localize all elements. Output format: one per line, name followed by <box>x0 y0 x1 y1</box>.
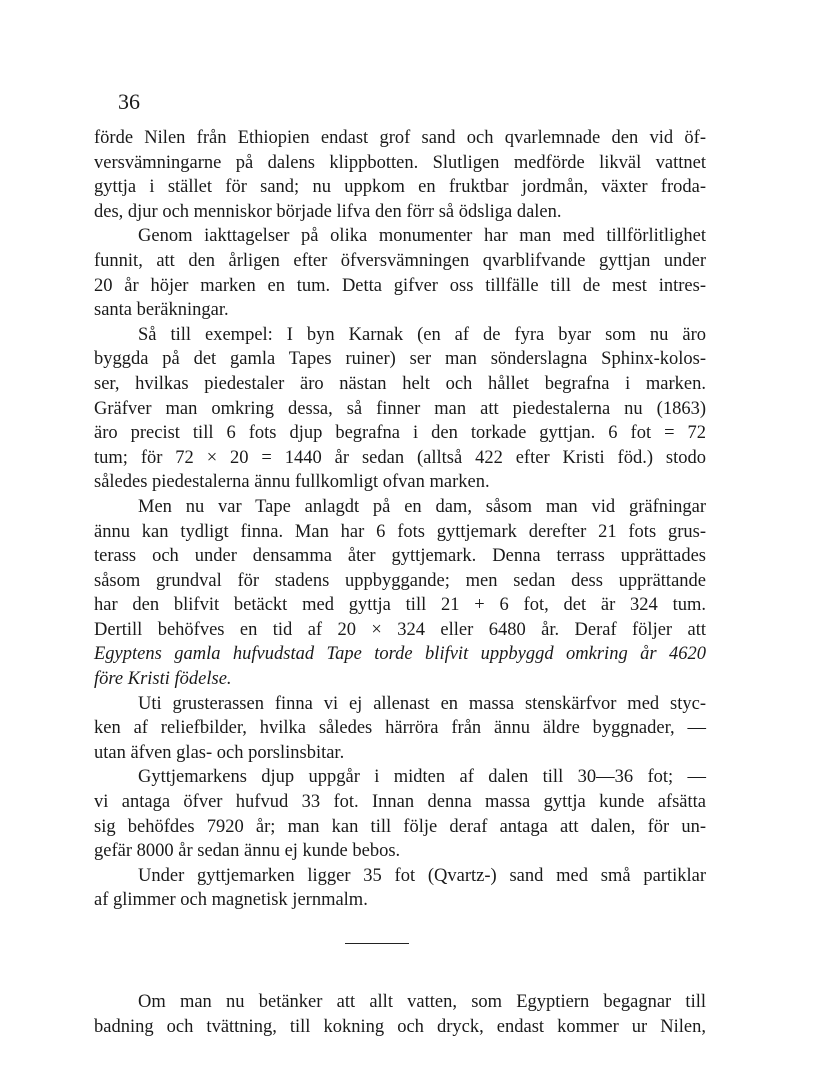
paragraph-3 <box>94 323 706 495</box>
paragraph-5 <box>94 692 706 766</box>
paragraph-4 <box>94 495 706 692</box>
main-text-block <box>94 126 706 913</box>
text-line: förde Nilen från Ethiopien endast grof sand och qvarlemnade den vid öf- <box>94 128 706 148</box>
text-line: har den blifvit betäckt med gyttja till 21 + 6 fot, det är 324 tum. <box>94 595 706 616</box>
text-line: ser, hvilkas piedestaler äro nästan helt och hållet begrafna i marken. <box>94 373 706 394</box>
page-number: 36 <box>118 89 140 114</box>
text-line: byggda på det gamla Tapes ruiner) ser man sönderslagna Sphinx-kolos- <box>94 349 706 370</box>
section-divider <box>345 943 409 944</box>
paragraph-7 <box>94 864 706 913</box>
text-line: Dertill behöfves en tid af 20 × 324 eller 6480 år. Deraf följer att <box>94 619 706 640</box>
text-line: Om man nu betänker att allt vatten, som Egyptiern begagnar till <box>138 992 706 1012</box>
text-line: terass och under densamma åter gyttjemark. Denna terrass upprättades <box>94 546 706 567</box>
text-line: funnit, att den årligen efter öfversvämningen qvarblifvande gyttjan under <box>94 250 706 271</box>
text-line: äro precist till 6 fots djup begrafna i den torkade gyttjan. 6 fot = 72 <box>94 423 706 444</box>
text-line-italic: Egyptens gamla hufvudstad Tape torde blifvit uppbyggd omkring år 4620 <box>94 644 706 665</box>
text-line: Gräfver man omkring dessa, så finner man att piedestalerna nu (1863) <box>94 398 706 419</box>
continuation-text-block <box>94 990 706 1039</box>
text-line: tum; för 72 × 20 = 1440 år sedan (alltså 422 efter Kristi föd.) stodo <box>94 447 706 468</box>
text-line: des, djur och menniskor började lifva den förr så ödsliga dalen. <box>94 201 562 222</box>
text-line: sig behöfdes 7920 år; man kan till följe deraf antaga att dalen, för un- <box>94 816 706 837</box>
paragraph-1 <box>94 126 706 224</box>
text-line: gyttja i stället för sand; nu uppkom en fruktbar jordmån, växter froda- <box>94 177 706 198</box>
text-line: versvämningarne på dalens klippbotten. Slutligen medförde likväl vattnet <box>94 152 706 173</box>
text-line: santa beräkningar. <box>94 300 229 321</box>
text-line: 20 år höjer marken en tum. Detta gifver oss tillfälle till de mest intres- <box>94 275 706 296</box>
text-line: vi antaga öfver hufvud 33 fot. Innan denna massa gyttja kunde afsätta <box>94 792 706 813</box>
text-line: utan äfven glas- och porslinsbitar. <box>94 742 345 763</box>
text-line: Men nu var Tape anlagdt på en dam, såsom man vid gräfningar <box>138 496 706 517</box>
paragraph-8 <box>94 990 706 1039</box>
text-line: således piedestalerna ännu fullkomligt ofvan marken. <box>94 472 490 493</box>
text-line: Uti grusterassen finna vi ej allenast en massa stenskärfvor med styc- <box>138 693 706 714</box>
text-line: badning och tvättning, till kokning och dryck, endast kommer ur Nilen, <box>94 1016 706 1037</box>
text-line: af glimmer och magnetisk jernmalm. <box>94 890 368 911</box>
text-line: Genom iakttagelser på olika monumenter har man med tillförlitlighet <box>138 226 706 247</box>
text-line: ken af reliefbilder, hvilka således härröra från ännu äldre byggnader, — <box>94 718 706 739</box>
text-line: gefär 8000 år sedan ännu ej kunde bebos. <box>94 841 401 862</box>
paragraph-2 <box>94 224 706 322</box>
text-line: Under gyttjemarken ligger 35 fot (Qvartz-) sand med små partiklar <box>138 865 706 886</box>
text-line: Så till exempel: I byn Karnak (en af de fyra byar som nu äro <box>138 324 706 345</box>
text-line: ännu kan tydligt finna. Man har 6 fots gyttjemark derefter 21 fots grus- <box>94 521 706 542</box>
paragraph-6 <box>94 765 706 863</box>
text-line-italic: före Kristi födelse. <box>94 669 232 690</box>
text-line: Gyttjemarkens djup uppgår i midten af dalen till 30—36 fot; — <box>138 767 706 788</box>
text-line: såsom grundval för stadens uppbyggande; men sedan dess upprättande <box>94 570 706 591</box>
